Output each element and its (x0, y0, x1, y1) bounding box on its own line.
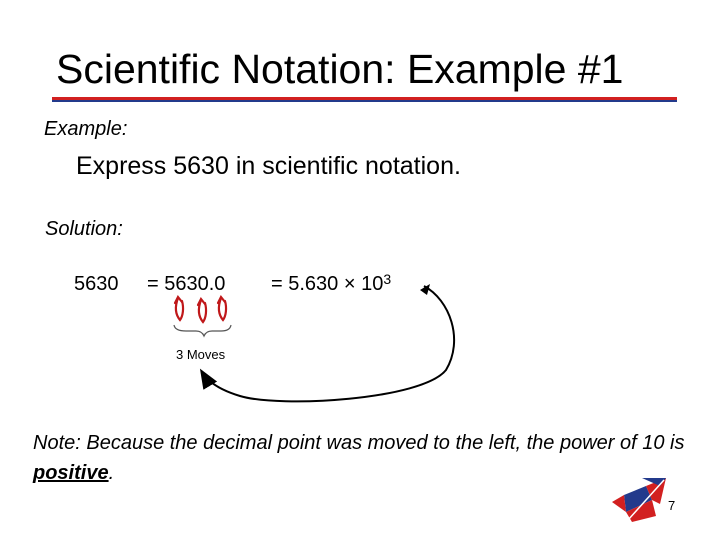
move-arrow-icon-2 (198, 299, 206, 322)
step-scientific-form (271, 273, 391, 296)
example-label: Example: (44, 118, 128, 140)
curved-connector-arrow-icon (202, 286, 454, 401)
decimal-move-arrows (175, 297, 226, 322)
problem-statement: Express 5630 in scientific notation. (76, 152, 461, 180)
note-emphasis: positive (33, 462, 109, 484)
slide-title: Scientific Notation: Example #1 (56, 46, 624, 92)
scientific-base: = 5.630 × 10 (271, 273, 384, 295)
scientific-exponent: 3 (383, 271, 392, 287)
step-decimal-form: = 5630.0 (147, 273, 226, 295)
page-number: 7 (668, 498, 676, 513)
step-original-number: 5630 (74, 273, 119, 295)
moves-brace-icon (174, 325, 231, 336)
title-rule-blue (52, 100, 677, 102)
note-text (33, 428, 693, 488)
note-suffix: . (108, 462, 115, 484)
note-prefix: Note: Because the decimal point was moved to the left, the power of 10 is (33, 432, 685, 454)
solution-label: Solution: (45, 218, 123, 240)
exponent-arrowhead-icon (420, 284, 430, 295)
moves-label: 3 Moves (176, 347, 226, 362)
move-arrow-icon-1 (175, 297, 183, 320)
move-arrow-icon-3 (218, 297, 226, 320)
